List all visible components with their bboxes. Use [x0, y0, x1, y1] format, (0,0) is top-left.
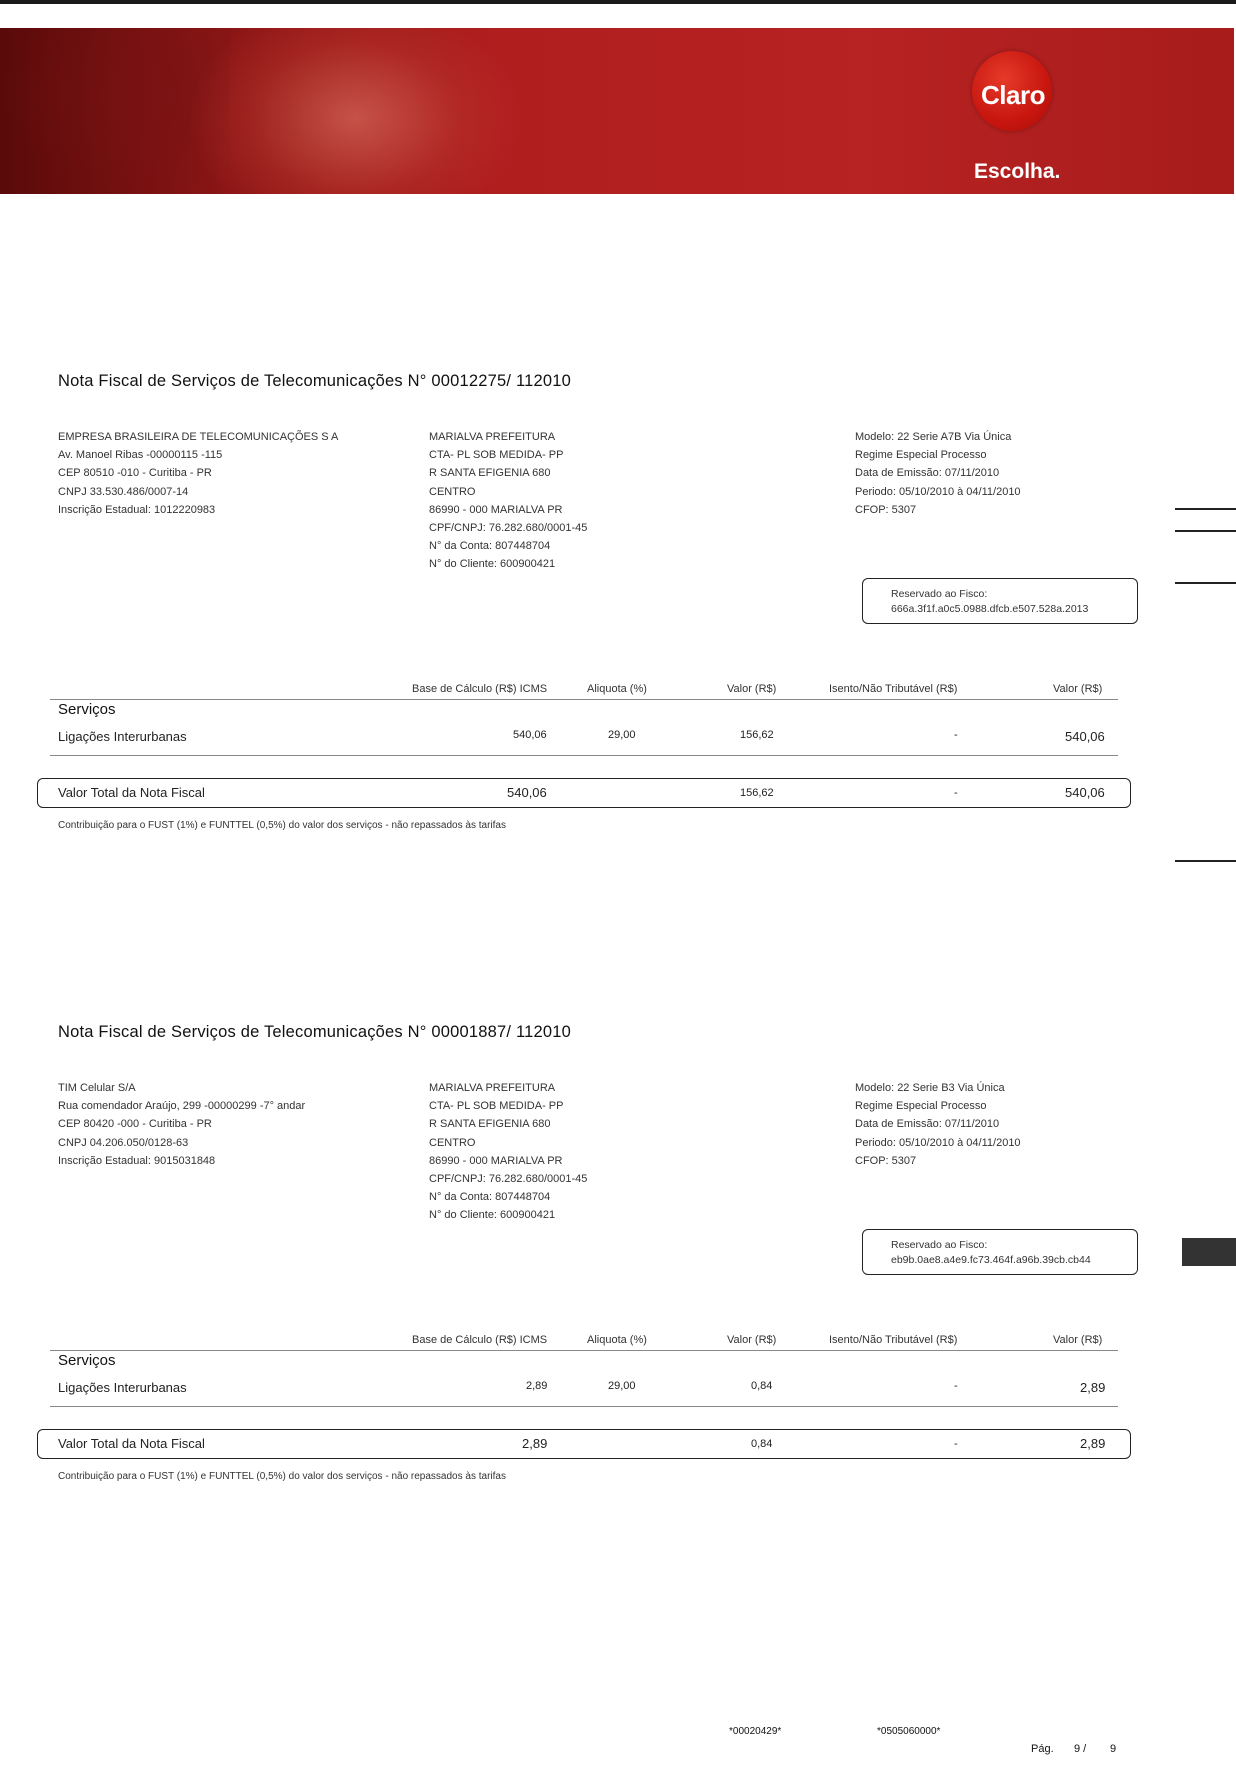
customer-line: MARIALVA PREFEITURA [429, 1082, 556, 1094]
issuer-block [58, 428, 338, 519]
details-line: Periodo: 05/10/2010 à 04/11/2010 [855, 485, 1021, 498]
details-line: Modelo: 22 Serie A7B Via Única [855, 431, 1012, 443]
row-isento: - [954, 1380, 958, 1392]
col-aliquota: Aliquota (%) [587, 1334, 647, 1346]
issuer-block [58, 1079, 305, 1170]
details-line: Periodo: 05/10/2010 à 04/11/2010 [855, 1136, 1021, 1149]
invoice-title: Nota Fiscal de Serviços de Telecomunicações N° 00012275/ 112010 [58, 372, 571, 390]
customer-line: N° do Cliente: 600900421 [429, 558, 556, 571]
customer-line: CPF/CNPJ: 76.282.680/0001-45 [429, 522, 588, 535]
invoice-title: Nota Fiscal de Serviços de Telecomunicações N° 00001887/ 112010 [58, 1023, 571, 1041]
customer-line: 86990 - 000 MARIALVA PR [429, 1154, 563, 1167]
details-block [855, 1079, 1021, 1170]
row-rule [50, 1406, 1118, 1407]
total-isento: - [954, 787, 958, 799]
total-valor-icms: 156,62 [740, 787, 774, 799]
row-valor: 540,06 [1065, 729, 1105, 744]
total-valor-icms: 0,84 [751, 1438, 773, 1450]
customer-line: R SANTA EFIGENIA 680 [429, 1118, 551, 1131]
row-aliquota: 29,00 [608, 1380, 636, 1392]
row-valor-icms: 0,84 [751, 1380, 773, 1392]
issuer-line: Inscrição Estadual: 9015031848 [58, 1154, 216, 1167]
details-line: Regime Especial Processo [855, 449, 987, 462]
margin-mark [1175, 860, 1236, 862]
customer-line: N° da Conta: 807448704 [429, 1191, 551, 1204]
total-base: 540,06 [507, 785, 547, 800]
customer-block [429, 1079, 587, 1225]
issuer-line: EMPRESA BRASILEIRA DE TELECOMUNICAÇÕES S A [58, 431, 339, 443]
issuer-line: CNPJ 33.530.486/0007-14 [58, 485, 189, 498]
col-base-calculo: Base de Cálculo (R$) ICMS [412, 1334, 548, 1346]
footer-code-1: *00020429* [729, 1726, 782, 1737]
margin-block-mark [1182, 1238, 1236, 1266]
page-current: 9 / [1074, 1743, 1087, 1755]
row-rule [50, 755, 1118, 756]
page-label: Pág. [1031, 1743, 1054, 1755]
fisco-box [862, 1229, 1138, 1275]
header-rule [50, 1350, 1118, 1351]
row-base: 540,06 [513, 729, 547, 741]
details-line: Regime Especial Processo [855, 1100, 987, 1113]
issuer-line: CEP 80510 -010 - Curitiba - PR [58, 467, 212, 480]
details-line: Modelo: 22 Serie B3 Via Única [855, 1082, 1005, 1094]
fisco-code: 666a.3f1f.a0c5.0988.dfcb.e507.528a.2013 [891, 603, 1089, 615]
col-aliquota: Aliquota (%) [587, 683, 647, 695]
row-isento: - [954, 729, 958, 741]
issuer-line: CEP 80420 -000 - Curitiba - PR [58, 1118, 212, 1131]
col-isento: Isento/Não Tributável (R$) [829, 683, 958, 695]
col-valor-icms: Valor (R$) [727, 1334, 777, 1346]
details-line: CFOP: 5307 [855, 1154, 917, 1167]
contribution-note: Contribuição para o FUST (1%) e FUNTTEL (0,5%) do valor dos serviços - não repassados às tarifas [58, 1471, 506, 1482]
contribution-note: Contribuição para o FUST (1%) e FUNTTEL (0,5%) do valor dos serviços - não repassados às tarifas [58, 820, 506, 831]
customer-line: N° do Cliente: 600900421 [429, 1209, 556, 1222]
customer-line: R SANTA EFIGENIA 680 [429, 467, 551, 480]
section-title: Serviços [58, 1352, 116, 1369]
row-valor-icms: 156,62 [740, 729, 774, 741]
row-label: Ligações Interurbanas [58, 1380, 187, 1395]
issuer-line: TIM Celular S/A [58, 1082, 136, 1094]
col-base-calculo: Base de Cálculo (R$) ICMS [412, 683, 548, 695]
fisco-box [862, 578, 1138, 624]
issuer-line: Rua comendador Araújo, 299 -00000299 -7° andar [58, 1100, 306, 1113]
footer-code-2: *0505060000* [877, 1726, 941, 1737]
col-valor-icms: Valor (R$) [727, 683, 777, 695]
banner-photo [190, 28, 520, 194]
customer-line: CTA- PL SOB MEDIDA- PP [429, 449, 564, 462]
col-valor: Valor (R$) [1053, 1334, 1103, 1346]
row-label: Ligações Interurbanas [58, 729, 187, 744]
customer-line: CENTRO [429, 1136, 476, 1149]
customer-block [429, 428, 587, 574]
margin-mark [1175, 582, 1236, 584]
col-isento: Isento/Não Tributável (R$) [829, 1334, 958, 1346]
total-label: Valor Total da Nota Fiscal [58, 1436, 205, 1451]
col-valor: Valor (R$) [1053, 683, 1103, 695]
section-title: Serviços [58, 701, 116, 718]
customer-line: CENTRO [429, 485, 476, 498]
brand-logo-text: Claro [981, 80, 1045, 110]
row-aliquota: 29,00 [608, 729, 636, 741]
details-line: Data de Emissão: 07/11/2010 [855, 467, 1000, 480]
brand-slogan: Escolha. [974, 160, 1061, 183]
page-total: 9 [1110, 1743, 1117, 1755]
customer-line: CPF/CNPJ: 76.282.680/0001-45 [429, 1173, 588, 1186]
total-isento: - [954, 1438, 958, 1450]
customer-line: N° da Conta: 807448704 [429, 540, 551, 553]
total-label: Valor Total da Nota Fiscal [58, 785, 205, 800]
fisco-label: Reservado ao Fisco: [891, 1239, 988, 1251]
fisco-label: Reservado ao Fisco: [891, 588, 988, 600]
header-rule [50, 699, 1118, 700]
row-valor: 2,89 [1080, 1380, 1106, 1395]
row-base: 2,89 [526, 1380, 548, 1392]
customer-line: MARIALVA PREFEITURA [429, 431, 556, 443]
fisco-code: eb9b.0ae8.a4e9.fc73.464f.a96b.39cb.cb44 [891, 1254, 1091, 1266]
issuer-line: Av. Manoel Ribas -00000115 -115 [58, 449, 223, 462]
details-line: Data de Emissão: 07/11/2010 [855, 1118, 1000, 1131]
margin-mark [1175, 530, 1236, 532]
customer-line: CTA- PL SOB MEDIDA- PP [429, 1100, 564, 1113]
top-border [0, 0, 1236, 4]
total-valor: 540,06 [1065, 785, 1105, 800]
total-base: 2,89 [522, 1436, 548, 1451]
issuer-line: Inscrição Estadual: 1012220983 [58, 503, 216, 516]
details-line: CFOP: 5307 [855, 503, 917, 516]
customer-line: 86990 - 000 MARIALVA PR [429, 503, 563, 516]
margin-mark [1175, 508, 1236, 510]
details-block [855, 428, 1021, 519]
total-valor: 2,89 [1080, 1436, 1106, 1451]
issuer-line: CNPJ 04.206.050/0128-63 [58, 1136, 189, 1149]
